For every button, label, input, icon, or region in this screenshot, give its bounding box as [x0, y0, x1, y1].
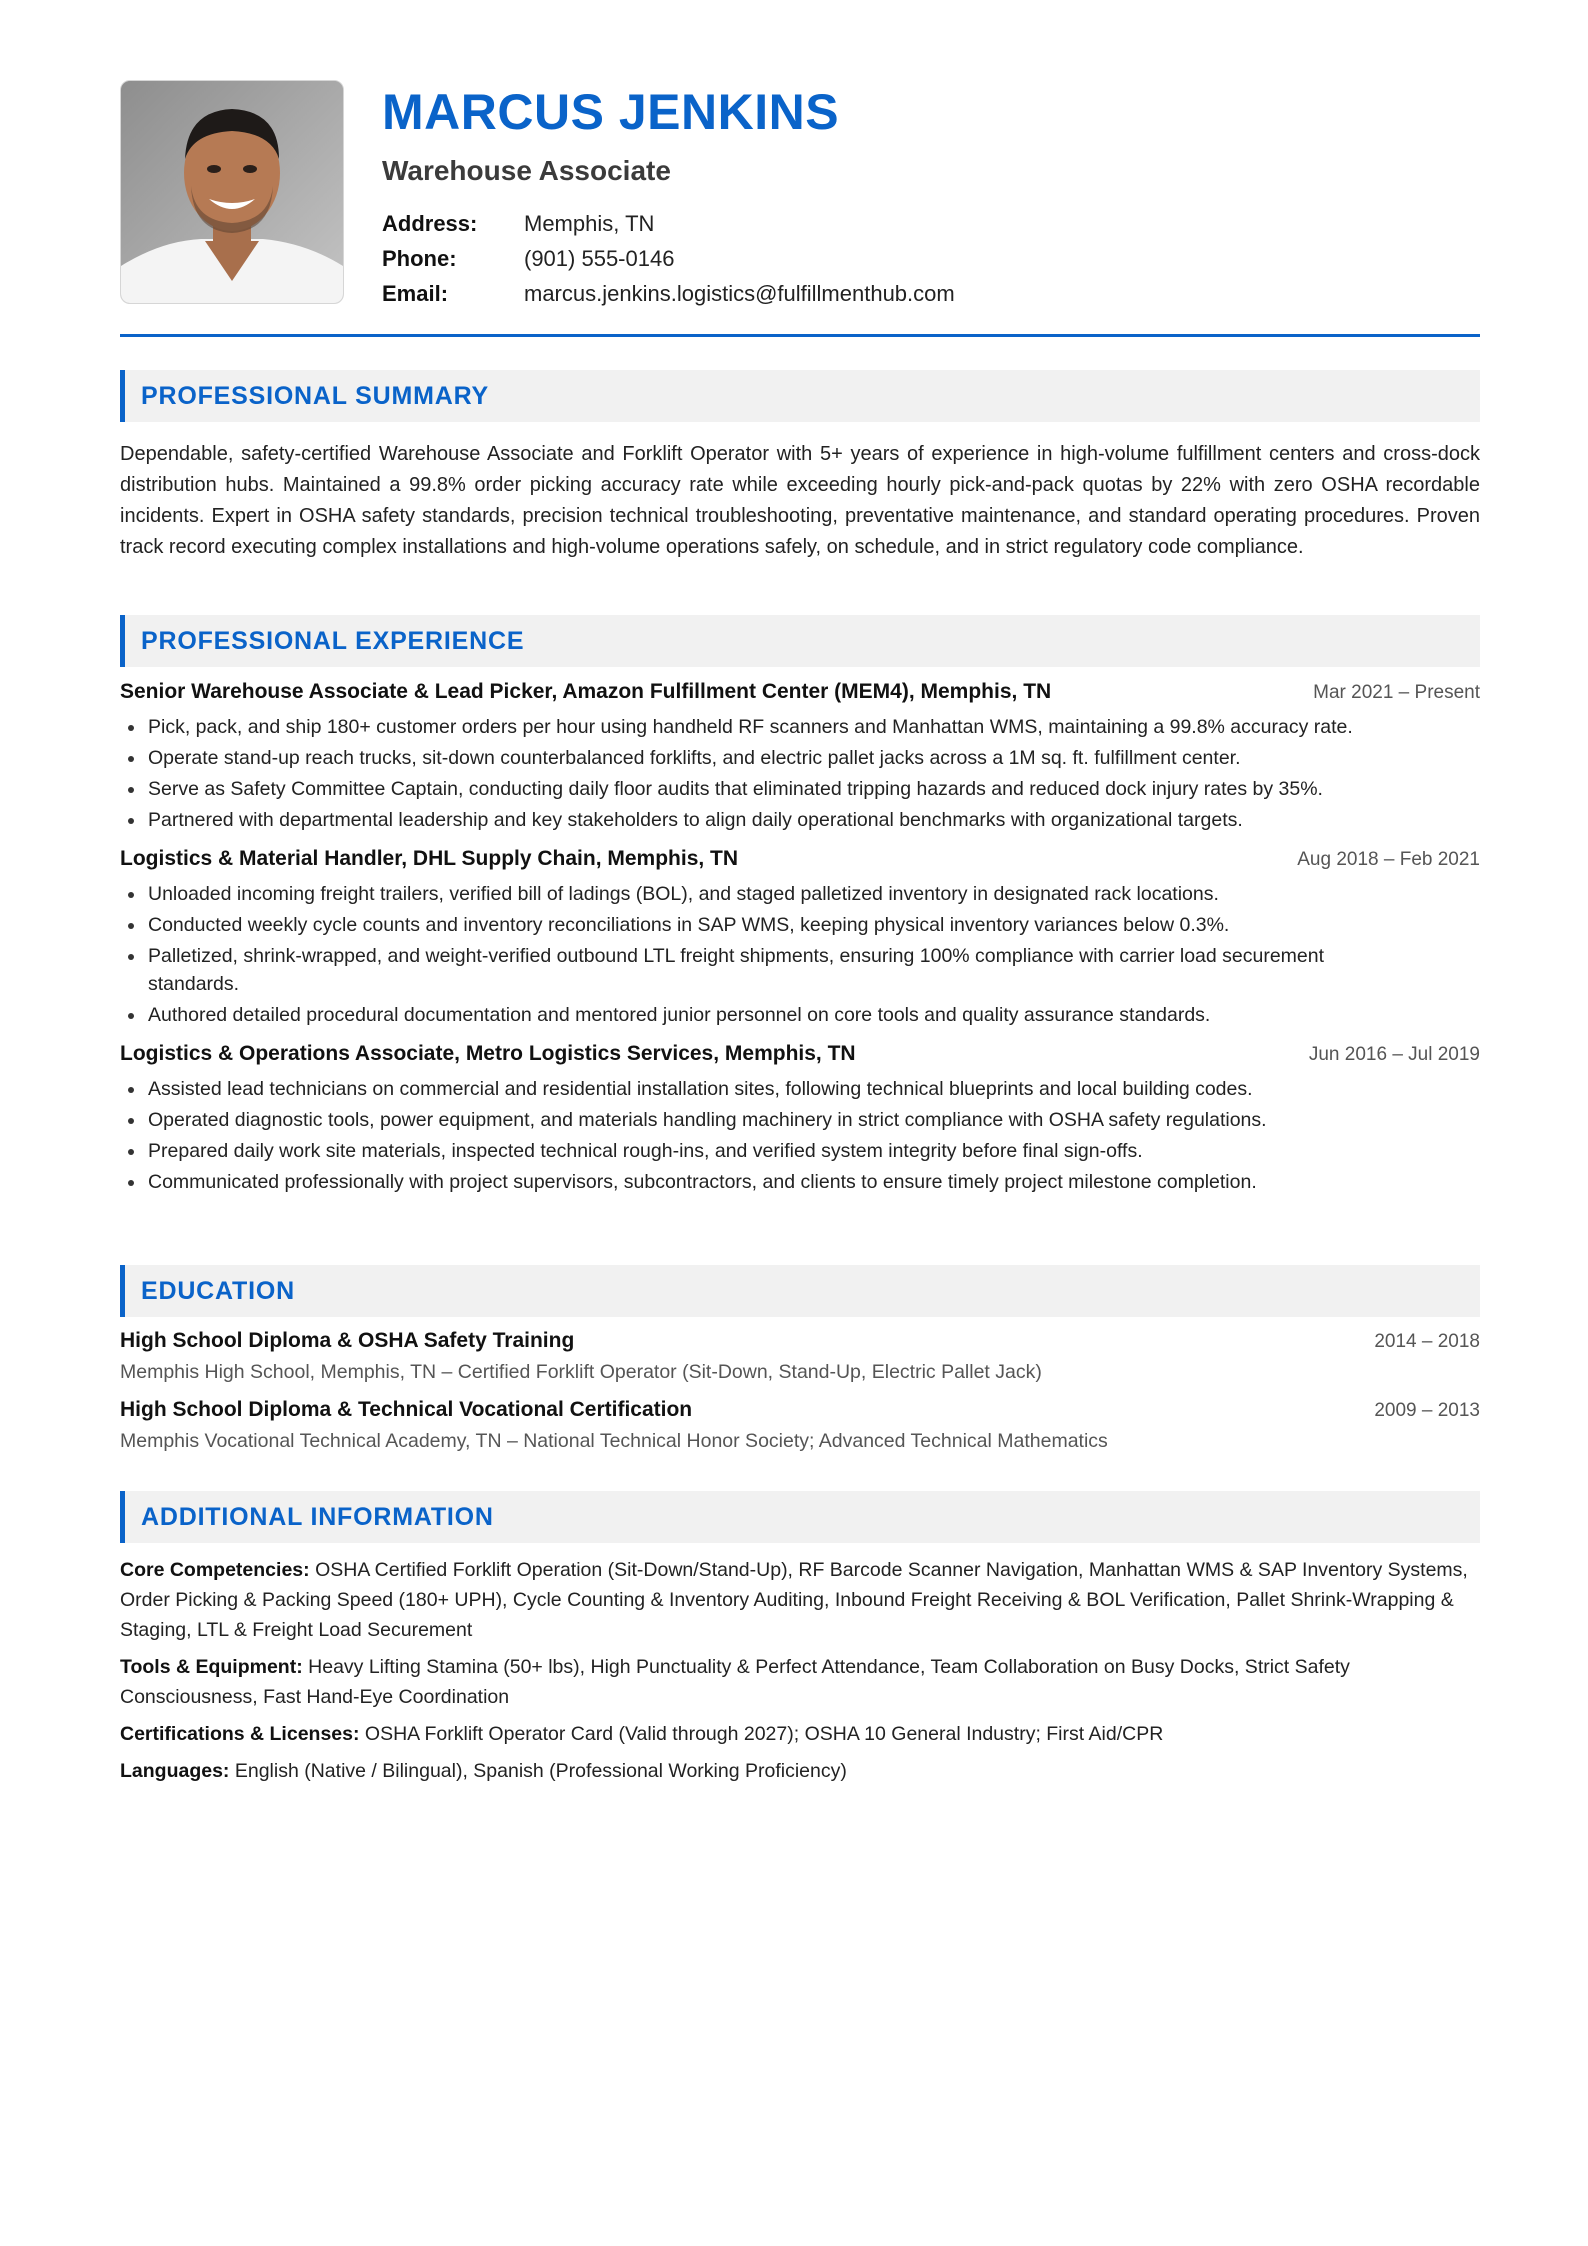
section-heading: PROFESSIONAL SUMMARY [120, 370, 1480, 422]
education-date: 2009 – 2013 [1374, 1400, 1480, 1421]
section-heading: PROFESSIONAL EXPERIENCE [120, 615, 1480, 667]
info-label: Languages: [120, 1760, 230, 1782]
candidate-name: MARCUS JENKINS [382, 84, 840, 140]
contact-address [382, 206, 955, 241]
contact-value: (901) 555-0146 [524, 245, 675, 271]
contact-details [382, 206, 955, 311]
job-entry [120, 1042, 1480, 1196]
job-bullet: Operated diagnostic tools, power equipment, and materials handling machinery in strict compliance with OSHA safety regulations. [148, 1106, 1480, 1134]
job-bullet: Partnered with departmental leadership and key stakeholders to align daily operational benchmarks with organizational targets. [148, 806, 1480, 834]
info-value: OSHA Forklift Operator Card (Valid through 2027); OSHA 10 General Industry; First Aid/CPR [364, 1723, 1164, 1745]
job-bullets [120, 1075, 1480, 1196]
info-label: Certifications & Licenses: [120, 1723, 360, 1745]
education-entry [120, 1398, 1480, 1455]
contact-value: marcus.jenkins.logistics@fulfillmenthub.com [524, 280, 955, 306]
profile-photo [120, 80, 344, 304]
education-title: High School Diploma & OSHA Safety Training [120, 1329, 575, 1352]
contact-label: Email: [382, 280, 449, 306]
education-date: 2014 – 2018 [1374, 1331, 1480, 1352]
job-bullet: Conducted weekly cycle counts and inventory reconciliations in SAP WMS, keeping physical inventory variances below 0.3%. [148, 911, 1480, 939]
header-divider [120, 334, 1480, 337]
job-header [120, 1042, 1480, 1072]
summary-text: Dependable, safety-certified Warehouse Associate and Forklift Operator with 5+ years of experience in high-volume fulfillment centers and cross-dock distribution hubs. Maintained a 99.8% order picking accuracy rate while exceeding hourly pick-and-pack quotas by 22% with zero OSHA recordable incidents. Expert in OSHA safety standards, precision technical troubleshooting, preventative maintenance, and standard operating procedures. Proven track record executing complex installations and high-volume operations safely, on schedule, and in strict regulatory code compliance. [120, 443, 1480, 558]
education-entry [120, 1329, 1480, 1386]
job-bullets [120, 880, 1480, 1029]
job-header [120, 680, 1480, 710]
education-title: High School Diploma & Technical Vocational Certification [120, 1398, 693, 1421]
job-bullet: Pick, pack, and ship 180+ customer orders per hour using handheld RF scanners and Manhattan WMS, maintaining a 99.8% accuracy rate. [148, 713, 1480, 741]
info-value: Heavy Lifting Stamina (50+ lbs), High Punctuality & Perfect Attendance, Team Collaboration on Busy Docks, Strict Safety Consciousness, Fast Hand-Eye Coordination [120, 1656, 1350, 1708]
job-title: Logistics & Operations Associate, Metro Logistics Services, Memphis, TN [120, 1042, 856, 1065]
info-tools-equipment [120, 1652, 1480, 1712]
additional-section [120, 1491, 1480, 1793]
info-label: Core Competencies: [120, 1559, 310, 1581]
section-heading: ADDITIONAL INFORMATION [120, 1491, 1480, 1543]
candidate-role: Warehouse Associate [382, 155, 671, 186]
summary-section [120, 370, 1480, 563]
job-bullets [120, 713, 1480, 834]
job-header [120, 847, 1480, 877]
additional-info [120, 1555, 1480, 1786]
info-value: English (Native / Bilingual), Spanish (Professional Working Proficiency) [234, 1760, 847, 1782]
info-certifications [120, 1719, 1480, 1749]
contact-label: Address: [382, 210, 478, 236]
info-label: Tools & Equipment: [120, 1656, 303, 1678]
education-header [120, 1398, 1480, 1427]
job-bullet: Prepared daily work site materials, inspected technical rough-ins, and verified system integrity before final sign-offs. [148, 1137, 1480, 1165]
education-header [120, 1329, 1480, 1358]
job-date: Aug 2018 – Feb 2021 [1297, 849, 1480, 870]
section-heading: EDUCATION [120, 1265, 1480, 1317]
contact-value: Memphis, TN [524, 210, 655, 236]
education-details: Memphis High School, Memphis, TN – Certified Forklift Operator (Sit-Down, Stand-Up, Electric Pallet Jack) [120, 1361, 1042, 1383]
experience-section [120, 615, 1480, 1199]
job-bullet: Communicated professionally with project supervisors, subcontractors, and clients to ensure timely project milestone completion. [148, 1168, 1480, 1196]
job-date: Mar 2021 – Present [1313, 682, 1480, 703]
profile-photo-illustration [121, 81, 343, 303]
job-bullet: Operate stand-up reach trucks, sit-down counterbalanced forklifts, and electric pallet jacks across a 1M sq. ft. fulfillment center. [148, 744, 1480, 772]
education-section [120, 1265, 1480, 1455]
resume-header [120, 0, 1480, 336]
job-bullet: Unloaded incoming freight trailers, verified bill of ladings (BOL), and staged palletized inventory in designated rack locations. [148, 880, 1480, 908]
resume-content [120, 0, 1480, 1782]
job-entry [120, 847, 1480, 1029]
education-details: Memphis Vocational Technical Academy, TN – National Technical Honor Society; Advanced Technical Mathematics [120, 1430, 1108, 1452]
info-core-competencies [120, 1555, 1480, 1645]
contact-label: Phone: [382, 245, 457, 271]
contact-phone [382, 241, 955, 276]
job-bullet: Palletized, shrink-wrapped, and weight-verified outbound LTL freight shipments, ensuring 100% compliance with carrier load securement standards. [148, 942, 1480, 998]
job-bullet: Assisted lead technicians on commercial and residential installation sites, following technical blueprints and local building codes. [148, 1075, 1480, 1103]
info-languages [120, 1756, 1480, 1786]
job-bullet: Serve as Safety Committee Captain, conducting daily floor audits that eliminated tripping hazards and reduced dock injury rates by 35%. [148, 775, 1480, 803]
job-bullet: Authored detailed procedural documentation and mentored junior personnel on core tools and quality assurance standards. [148, 1001, 1480, 1029]
job-date: Jun 2016 – Jul 2019 [1308, 1044, 1480, 1065]
job-title: Logistics & Material Handler, DHL Supply Chain, Memphis, TN [120, 847, 739, 870]
job-entry [120, 680, 1480, 834]
info-value: OSHA Certified Forklift Operation (Sit-Down/Stand-Up), RF Barcode Scanner Navigation, Manhattan WMS & SAP Inventory Systems, Order Picking & Packing Speed (180+ UPH), Cycle Counting & Inventory Auditing, Inbound Freight Receiving & BOL Verification, Pallet Shrink-Wrapping & Staging, LTL & Freight Load Securement [120, 1559, 1468, 1641]
job-title: Senior Warehouse Associate & Lead Picker, Amazon Fulfillment Center (MEM4), Memphis, TN [120, 680, 1052, 703]
contact-email [382, 276, 955, 311]
